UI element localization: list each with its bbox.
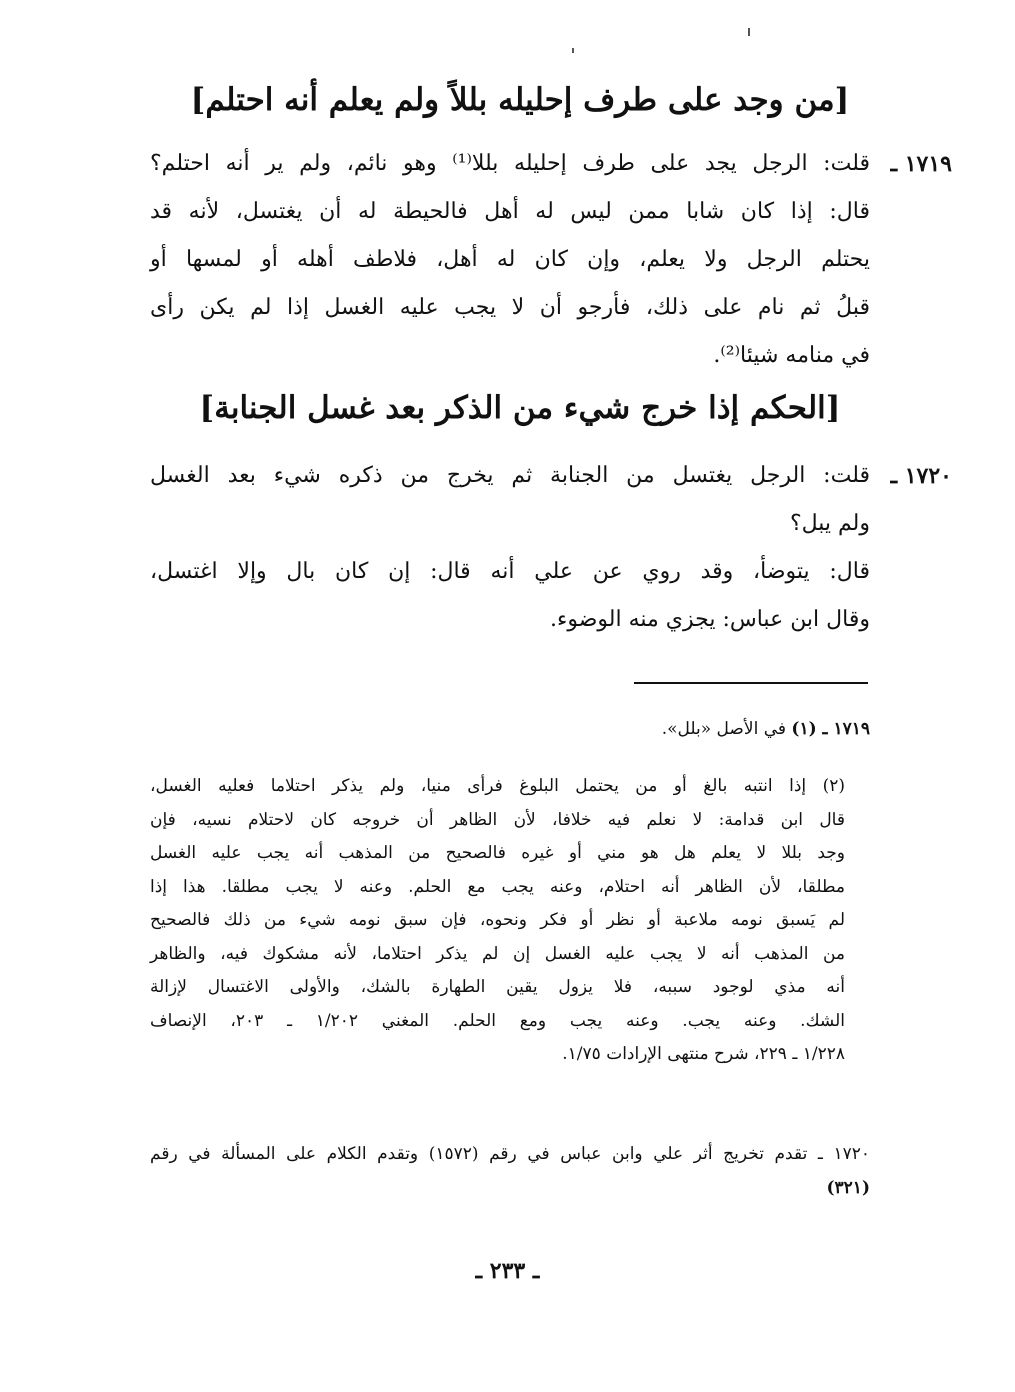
- entry-1719: [150, 140, 952, 380]
- entry-number: ١٧٢٠ ـ: [890, 463, 952, 489]
- footnote-line: ١/٢٢٨ ـ ٢٢٩، شرح منتهى الإرادات ١/٧٥.: [562, 1044, 845, 1064]
- entry-line-text: قلت: الرجل يجد على طرف إحليله بللا⁽¹⁾ وهو نائم، ولم ير أنه احتلم؟: [150, 151, 870, 176]
- entry-line: يحتلم الرجل ولا يعلم، وإن كان له أهل، فلاطف أهله أو لمسها أو: [150, 247, 870, 272]
- footnote-line: [150, 713, 870, 747]
- page-number: ـ ٢٣٣ ـ: [475, 1258, 540, 1284]
- footnote-line: من المذهب أنه لا يجب عليه الغسل إن لم يذكر احتلاما، لأنه مشكوك فيه، والظاهر: [150, 943, 845, 964]
- section-heading-wet-discharge: [من وجد على طرف إحليله بللاً ولم يعلم أنه احتلم]: [190, 82, 850, 118]
- footnote-1719-2: [150, 770, 845, 1072]
- scan-speck: [748, 28, 750, 36]
- entry-line: في منامه شيئا⁽²⁾.: [713, 343, 870, 368]
- entry-line-text: قلت: الرجل يغتسل من الجنابة ثم يخرج من ذكره شيء بعد الغسل: [150, 463, 870, 488]
- entry-line: [150, 140, 952, 188]
- footnote-line: الشك. وعنه يجب. وعنه يجب ومع الحلم. المغني ١/٢٠٢ ـ ٢٠٣، الإنصاف: [150, 1010, 845, 1031]
- footnote-separator: [634, 682, 868, 684]
- footnote-1719-1: [150, 713, 870, 747]
- entry-line: قال: إذا كان شابا ممن ليس له أهل فالحيطة له أن يغتسل، لأنه قد: [150, 199, 870, 224]
- footnote-number: ١٧١٩ ـ (١): [791, 719, 870, 739]
- footnote-text: في الأصل «بلل».: [661, 719, 786, 739]
- footnote-line: (٢) إذا انتبه بالغ أو من يحتمل البلوغ فرأى منيا، ولم يذكر احتلاما فعليه الغسل،: [150, 776, 845, 796]
- entry-1720: [150, 452, 952, 644]
- entry-line: وقال ابن عباس: يجزي منه الوضوء.: [550, 607, 870, 632]
- entry-line: قبلُ ثم نام على ذلك، فأرجو أن لا يجب عليه الغسل إذا لم يكن رأى: [150, 295, 870, 320]
- scan-speck: [572, 48, 574, 53]
- footnote-line: لم يَسبق نومه ملاعبة أو نظر أو فكر ونحوه، فإن سبق نومه شيء من ذلك فالصحيح: [150, 910, 845, 930]
- entry-number: ١٧١٩ ـ: [890, 151, 952, 177]
- footnote-line: مطلقا، لأن الظاهر أنه احتلام، وعنه يجب مع الحلم. وعنه لا يجب مطلقا. هذا إذا: [150, 876, 845, 897]
- footnote-line: قال ابن قدامة: لا نعلم فيه خلافا، لأن الظاهر أن خروجه كان لاحتلام نسيه، فإن: [150, 809, 845, 830]
- entry-line: ولم يبل؟: [789, 511, 870, 536]
- footnote-line: (٣٢١): [826, 1177, 870, 1198]
- footnote-1720: [150, 1138, 870, 1205]
- footnote-line: أنه مذي لوجود سببه، فلا يزول يقين الطهارة بالشك، والأولى الاغتسال لإزالة: [150, 977, 845, 997]
- entry-line: قال: يتوضأ، وقد روي عن علي أنه قال: إن كان بال وإلا اغتسل،: [150, 559, 870, 584]
- section-heading-after-ghusl: [الحكم إذا خرج شيء من الذكر بعد غسل الجنابة]: [199, 390, 841, 426]
- footnote-line: ١٧٢٠ ـ تقدم تخريج أثر علي وابن عباس في رقم (١٥٧٢) وتقدم الكلام على المسألة في رقم: [150, 1144, 870, 1164]
- entry-line: [150, 452, 952, 500]
- footnote-line: وجد بللا لا يعلم هل هو مني أو غيره فالصحيح من المذهب أنه يجب عليه الغسل: [150, 843, 845, 863]
